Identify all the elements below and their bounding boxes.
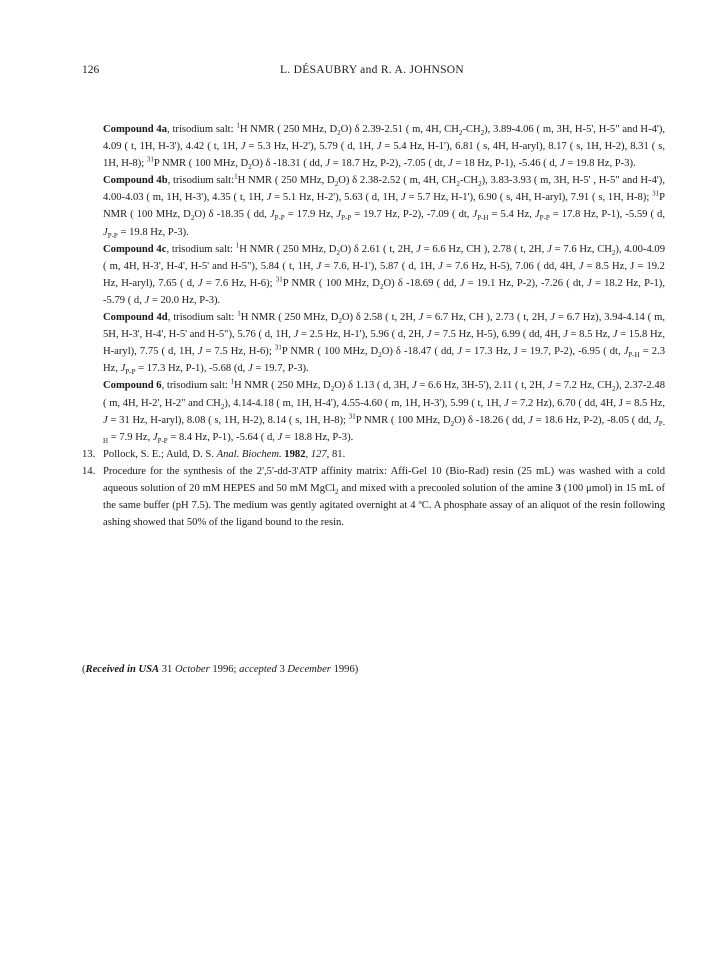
note-number: 13. bbox=[82, 448, 96, 460]
page-number: 126 bbox=[82, 64, 100, 76]
note-text: Procedure for the synthesis of the 2',5'-dd-3'ATP affinity matrix: Affi-Gel 10 (Bio-Rad) resin (25 mL) was washed with a cold aqueous solution of 20 mM HEPES and 50 mM MgCl$_2$ and mixed with a precooled solution of the amine 3 (100 μmol) in 15 mL of the same buffer (pH 7.5). The medium was gently agitated overnight at 4 ºC. A phosphate assay of an aliquot of the resin following ashing showed that 50% of the ligand bound to the resin. bbox=[103, 465, 666, 529]
note-number: 14. bbox=[82, 465, 96, 477]
article-body bbox=[82, 121, 665, 531]
compound-4c-paragraph: Compound 4c, trisodium salt: $^1$H NMR ( 250 MHz, $D_2O$) δ 2.61 ( t, 2H, J = 6.6 Hz, CH ), 2.78 ( t, 2H, J = 7.6 Hz, $CH_2$), 4.00-4.09 ( m, 4H, H-3', H-4', H-5' and H-5"), 5.84 ( t, 1H, J = 7.6, H-1'), 5.87 ( d, 1H, J = 7.6 Hz, H-5), 7.06 ( dd, 4H, J = 8.5 Hz, J = 19.2 Hz, H-aryl), 7.65 ( d, J = 7.6 Hz, H-6); $^{31}$P NMR ( 100 MHz, $D_2O$) δ -18.69 ( dd, J = 19.1 Hz, P-2), -7.26 ( dt, J = 18.2 Hz, P-1), -5.79 ( d, J = 20.0 Hz, P-3). bbox=[103, 241, 665, 306]
compound-6-paragraph: Compound 6, trisodium salt: $^1$H NMR ( 250 MHz, $D_2O$) δ 1.13 ( d, 3H, J = 6.6 Hz, 3H-5'), 2.11 ( t, 2H, J = 7.2 Hz, $CH_2$), 2.37-2.48 ( m, 4H, H-2', H-2" and $CH_2$), 4.14-4.18 ( m, 1H, H-4'), 4.55-4.60 ( m, 1H, H-3'), 5.99 ( t, 1H, J = 7.2 Hz), 6.70 ( dd, 4H, J = 8.5 Hz, J = 31 Hz, H-aryl), 8.08 ( s, 1H, H-2), 8.14 ( s, 1H, H-8); $^{31}$P NMR ( 100 MHz, $D_2O$) δ -18.26 ( dd, J = 18.6 Hz, P-2), -8.05 ( dd, $J_{P-H} = 7.9$ Hz, $J_{P-P} = 8.4$ Hz, P-1), -5.64 ( d, J = 18.8 Hz, P-3). bbox=[103, 377, 666, 445]
page-header bbox=[82, 64, 662, 80]
note-13 bbox=[82, 446, 665, 463]
compound-4a-paragraph: Compound 4a, trisodium salt: $^1$H NMR ( 250 MHz, $D_2O$) δ 2.39-2.51 ( m, 4H, $CH_2-CH_2$), 3.89-4.06 ( m, 3H, H-5', H-5" and H-4'), 4.09 ( t, 1H, H-3'), 4.42 ( t, 1H, J = 5.3 Hz, H-2'), 5.79 ( d, 1H, J = 5.4 Hz, H-1'), 6.81 ( s, 4H, H-aryl), 8.17 ( s, 1H, H-2), 8.31 ( s, 1H, H-8); $^{31}$P NMR ( 100 MHz, $D_2O$) δ -18.31 ( dd, J = 18.7 Hz, P-2), -7.05 ( dt, J = 18 Hz, P-1), -5.46 ( d, J = 19.8 Hz, P-3). bbox=[103, 121, 665, 172]
received-accepted-line: (Received in USA 31 October 1996; accepted 3 December 1996) bbox=[82, 664, 359, 675]
compound-4b-paragraph: Compound 4b, trisodium salt:$^1$H NMR ( 250 MHz, $D_2O$) δ 2.38-2.52 ( m, 4H, $CH_2-CH_2$), 3.83-3.93 ( m, 3H, H-5' , H-5" and H-4'), 4.00-4.03 ( m, 1H, H-3'), 4.35 ( t, 1H, J = 5.1 Hz, H-2'), 5.63 ( d, 1H, J = 5.7 Hz, H-1'), 6.90 ( s, 4H, H-aryl), 7.91 ( s, 1H, H-8); $^{31}$P NMR ( 100 MHz, $D_2O$) δ -18.35 ( dd, $J_{P-P} = 17.9$ Hz, $J_{P-P} = 19.7$ Hz, P-2), -7.09 ( dt, $J_{P-H} = 5.4$ Hz, $J_{P-P} = 17.8$ Hz, P-1), -5.59 ( d, $J_{P-P} = 19.8$ Hz, P-3). bbox=[103, 172, 665, 240]
compound-4d-paragraph: Compound 4d, trisodium salt: $^1$H NMR ( 250 MHz, $D_2O$) δ 2.58 ( t, 2H, J = 6.7 Hz, CH ), 2.73 ( t, 2H, J = 6.7 Hz), 3.94-4.14 ( m, 5H, H-3', H-4', H-5' and H-5"), 5.76 ( d, 1H, J = 2.5 Hz, H-1'), 5.96 ( d, 2H, J = 7.5 Hz, H-5), 6.99 ( dd, 4H, J = 8.5 Hz, J = 15.8 Hz, H-aryl), 7.75 ( d, 1H, J = 7.5 Hz, H-6); $^{31}$P NMR ( 100 MHz, $D_2O$) δ -18.47 ( dd, J = 17.3 Hz, J = 19.7, P-2), -6.95 ( dt, $J_{P-H} = 2.3$ Hz, $J_{P-P} = 17.3$ Hz, P-1), -5.68 (d, J = 19.7, P-3). bbox=[103, 309, 666, 377]
note-text: Pollock, S. E.; Auld, D. S. Anal. Biochem. 1982, 127, 81. bbox=[103, 448, 346, 460]
note-14 bbox=[82, 463, 665, 531]
running-title: L. DÉSAUBRY and R. A. JOHNSON bbox=[280, 64, 464, 76]
